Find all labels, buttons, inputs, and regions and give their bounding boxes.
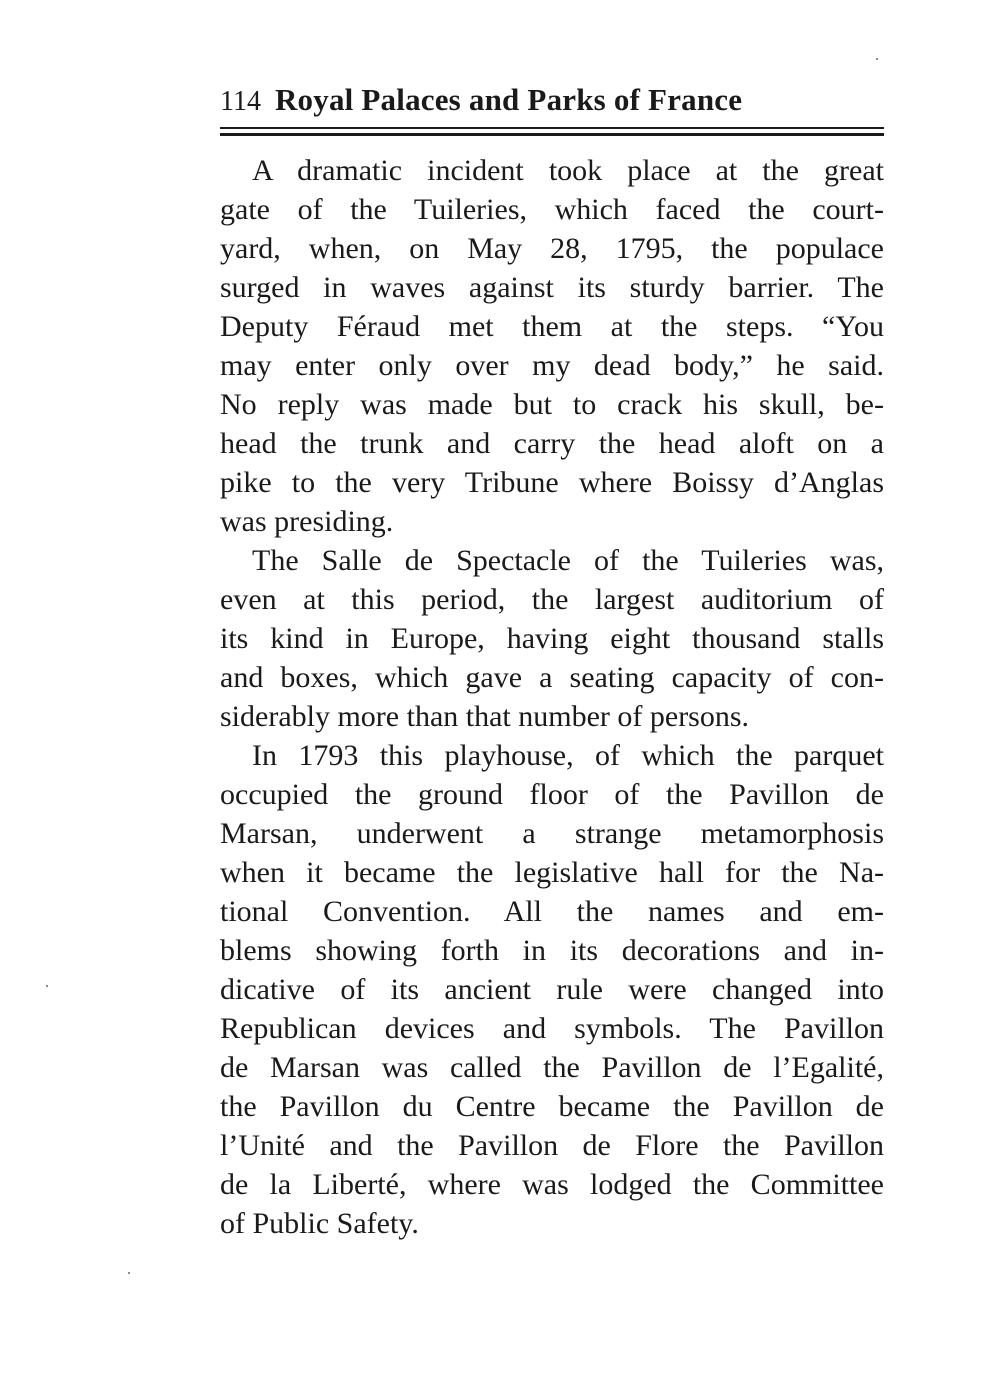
text-line: the Pavillon du Centre became the Pavillon de (220, 1090, 884, 1123)
text-line: pike to the very Tribune where Boissy d’Anglas (220, 466, 884, 499)
text-line: Marsan, underwent a strange metamorphosis (220, 817, 884, 850)
scan-speck (128, 1272, 130, 1274)
header-rule-thick (220, 133, 884, 136)
text-line: of Public Safety. (220, 1207, 419, 1240)
paragraph-3 (220, 736, 884, 1243)
text-line: gate of the Tuileries, which faced the court- (220, 193, 884, 226)
text-line: de la Liberté, where was lodged the Committee (220, 1168, 884, 1201)
text-line: head the trunk and carry the head aloft on a (220, 427, 884, 460)
text-line: tional Convention. All the names and em- (220, 895, 884, 928)
text-line: Republican devices and symbols. The Pavillon (220, 1012, 884, 1045)
paragraph-2 (220, 541, 884, 736)
page-number: 114 (220, 86, 261, 117)
header-rule-thin (220, 127, 884, 129)
text-line: blems showing forth in its decorations and in- (220, 934, 884, 967)
text-line: was presiding. (220, 505, 394, 538)
text-line: siderably more than that number of persons. (220, 700, 750, 733)
text-line: In 1793 this playhouse, of which the parquet (252, 739, 884, 772)
body-text (220, 151, 884, 1243)
scan-speck (876, 58, 878, 60)
text-line: surged in waves against its sturdy barrier. The (220, 271, 884, 304)
text-line: l’Unité and the Pavillon de Flore the Pavillon (220, 1129, 884, 1162)
text-line: yard, when, on May 28, 1795, the populace (220, 232, 884, 265)
text-line: and boxes, which gave a seating capacity of con- (220, 661, 884, 694)
text-line: Deputy Féraud met them at the steps. “You (220, 310, 884, 343)
scan-speck (46, 985, 48, 987)
paragraph-1 (220, 151, 884, 541)
text-line: The Salle de Spectacle of the Tuileries was, (252, 544, 884, 577)
text-line: occupied the ground floor of the Pavillon de (220, 778, 884, 811)
text-line: its kind in Europe, having eight thousand stalls (220, 622, 884, 655)
text-line: when it became the legislative hall for the Na- (220, 856, 884, 889)
text-line: even at this period, the largest auditorium of (220, 583, 884, 616)
text-line: No reply was made but to crack his skull, be- (220, 388, 884, 421)
text-line: dicative of its ancient rule were changed into (220, 973, 884, 1006)
running-title: Royal Palaces and Parks of France (274, 82, 743, 117)
text-line: may enter only over my dead body,” he said. (220, 349, 884, 382)
text-line: A dramatic incident took place at the great (252, 154, 884, 187)
text-line: de Marsan was called the Pavillon de l’Egalité, (220, 1051, 884, 1084)
running-head (220, 82, 884, 122)
